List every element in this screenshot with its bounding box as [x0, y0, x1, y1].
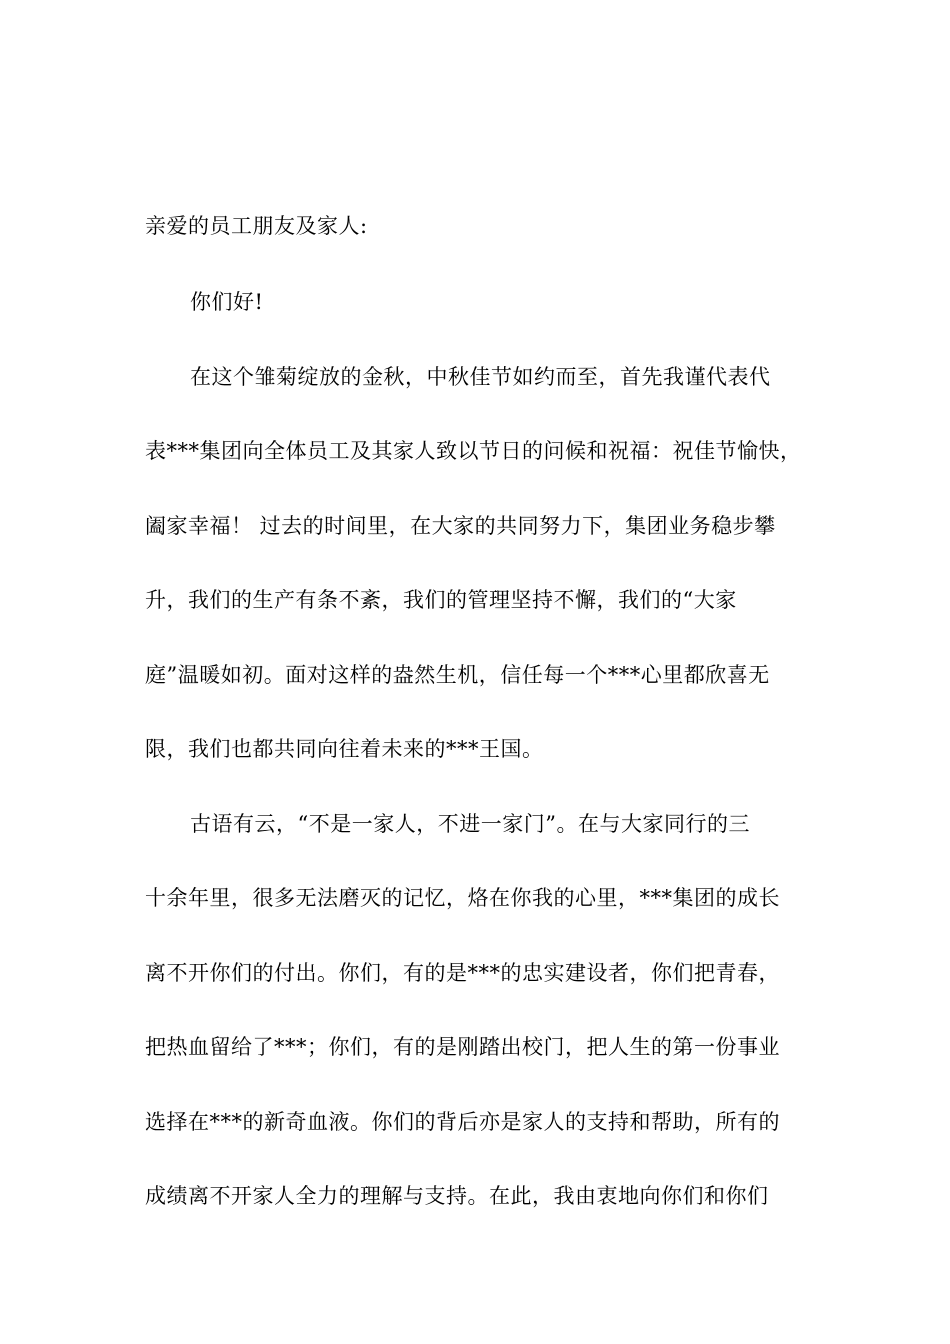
paragraph-2-line-1: 古语有云，“不是一家人，不进一家门”。在与大家同行的三 — [190, 812, 750, 836]
paragraph-1-line-3: 阖家幸福！ 过去的时间里，在大家的共同努力下，集团业务稳步攀 — [145, 514, 776, 538]
paragraph-1-line-4: 升，我们的生产有条不紊，我们的管理坚持不懈，我们的“大家 — [145, 588, 737, 612]
paragraph-2-line-2: 十余年里，很多无法磨灭的记忆，烙在你我的心里，***集团的成长 — [145, 886, 780, 910]
paragraph-1-line-2: 表***集团向全体员工及其家人致以节日的问候和祝福：祝佳节愉快， — [145, 439, 802, 463]
paragraph-1-line-6: 限，我们也都共同向往着未来的***王国。 — [145, 737, 544, 761]
paragraph-2-line-4: 把热血留给了***；你们，有的是刚踏出校门，把人生的第一份事业 — [145, 1035, 780, 1059]
salutation: 亲爱的员工朋友及家人: — [145, 214, 368, 238]
paragraph-2-line-3: 离不开你们的付出。你们，有的是***的忠实建设者，你们把青春， — [145, 961, 780, 985]
paragraph-1-line-1: 在这个雏菊绽放的金秋，中秋佳节如约而至，首先我谨代表代 — [190, 365, 771, 389]
paragraph-1-line-5: 庭”温暖如初。面对这样的盎然生机，信任每一个***心里都欣喜无 — [145, 663, 770, 687]
paragraph-2-line-5: 选择在***的新奇血液。你们的背后亦是家人的支持和帮助，所有的 — [145, 1110, 780, 1134]
greeting: 你们好! — [190, 290, 264, 314]
paragraph-2-line-6: 成绩离不开家人全力的理解与支持。在此，我由衷地向你们和你们 — [145, 1184, 769, 1208]
